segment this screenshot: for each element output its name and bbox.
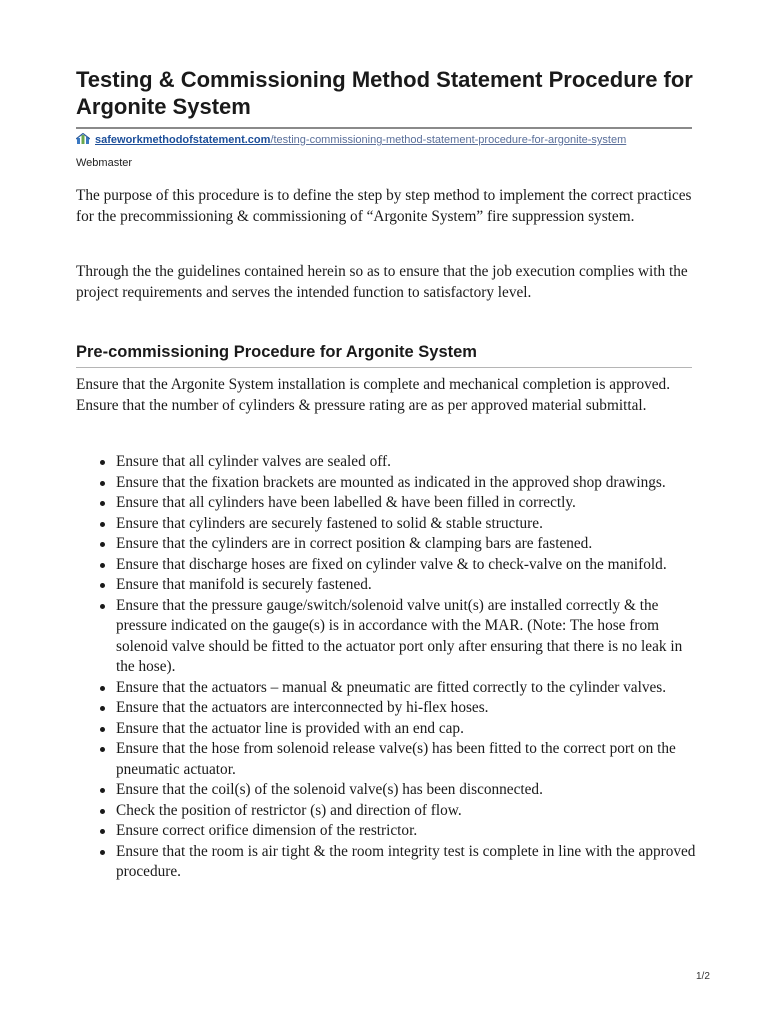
list-item	[76, 596, 696, 678]
list-item-text: Ensure that the coil(s) of the solenoid valve(s) has been disconnected.	[116, 781, 543, 798]
bullet-icon	[100, 706, 105, 711]
intro-paragraph-purpose: The purpose of this procedure is to define the step by step method to implement the correct practices for the precommissioning & commissioning of “Argonite System” fire suppression system.	[76, 187, 692, 225]
document-title: Testing & Commissioning Method Statement Procedure for Argonite System	[76, 67, 693, 119]
list-item-text: Ensure that the fixation brackets are mounted as indicated in the approved shop drawings.	[116, 473, 666, 491]
source-path[interactable]: /testing-commissioning-method-statement-procedure-for-argonite-system	[270, 134, 627, 146]
list-item-text: Ensure that discharge hoses are fixed on cylinder valve & to check-valve on the manifold.	[116, 555, 667, 573]
list-item	[76, 842, 696, 883]
author-name: Webmaster	[76, 157, 133, 169]
list-item-text: Ensure that the actuator line is provided with an end cap.	[116, 719, 464, 737]
section-divider	[76, 367, 692, 368]
bullet-icon	[100, 604, 105, 609]
bullet-icon	[100, 829, 105, 834]
bullet-icon	[100, 501, 105, 506]
list-item	[76, 821, 696, 842]
section-paragraph: Ensure that the Argonite System installation is complete and mechanical completion is approved. Ensure that the number of cylinders & pressure rating are as per approved material submittal.	[76, 376, 671, 414]
list-item	[76, 739, 696, 780]
list-item-text: Ensure that cylinders are securely fastened to solid & stable structure.	[116, 514, 543, 532]
list-item	[76, 698, 696, 719]
list-item-text: Ensure that the room is air tight & the room integrity test is complete in line with the approved procedure.	[116, 842, 696, 880]
list-item-text: Ensure correct orifice dimension of the restrictor.	[116, 822, 418, 839]
list-item	[76, 678, 696, 699]
list-item-text: Ensure that all cylinder valves are sealed off.	[116, 453, 391, 470]
list-item	[76, 534, 696, 555]
list-item	[76, 493, 696, 514]
list-item	[76, 555, 696, 576]
list-item	[76, 452, 696, 473]
bullet-icon	[100, 583, 105, 588]
list-item-text: Ensure that the hose from solenoid release valve(s) has been fitted to the correct port on the pneumatic actuator.	[116, 740, 676, 778]
list-item	[76, 575, 696, 596]
bullet-icon	[100, 460, 105, 465]
list-item	[76, 514, 696, 535]
bullet-icon	[100, 809, 105, 814]
list-item	[76, 801, 696, 822]
page-number: 1/2	[696, 971, 710, 982]
list-item	[76, 780, 696, 801]
list-item	[76, 719, 696, 740]
bullet-icon	[100, 481, 105, 486]
list-item-text: Ensure that the actuators are interconnected by hi-flex hoses.	[116, 699, 489, 716]
list-item-text: Check the position of restrictor (s) and direction of flow.	[116, 801, 462, 819]
bullet-icon	[100, 747, 105, 752]
site-favicon-icon	[76, 133, 90, 145]
bullet-icon	[100, 563, 105, 568]
bullet-icon	[100, 727, 105, 732]
bullet-icon	[100, 686, 105, 691]
source-link[interactable]	[76, 133, 696, 147]
bullet-icon	[100, 542, 105, 547]
section-heading: Pre-commissioning Procedure for Argonite System	[76, 343, 477, 361]
list-item-text: Ensure that the actuators – manual & pneumatic are fitted correctly to the cylinder valves.	[116, 678, 667, 696]
bullet-icon	[100, 522, 105, 527]
list-item-text: Ensure that the pressure gauge/switch/solenoid valve unit(s) are installed correctly & the pressure indicated on the gauge(s) is in accordance with the MAR. (Note: The hose from solenoid valve should be fitted to the actuator port only after ensuring that there is no leak in the hose).	[116, 596, 683, 675]
precommissioning-checklist	[76, 452, 696, 883]
bullet-icon	[100, 850, 105, 855]
list-item-text: Ensure that all cylinders have been labelled & have been filled in correctly.	[116, 494, 576, 511]
intro-paragraph-guidelines: Through the the guidelines contained herein so as to ensure that the job execution complies with the project requirements and serves the intended function to satisfactory level.	[76, 263, 688, 301]
bullet-icon	[100, 788, 105, 793]
source-domain[interactable]: safeworkmethodofstatement.com	[95, 134, 271, 146]
list-item-text: Ensure that manifold is securely fastened.	[116, 576, 372, 593]
title-divider	[76, 127, 692, 129]
list-item	[76, 473, 696, 494]
list-item-text: Ensure that the cylinders are in correct position & clamping bars are fastened.	[116, 535, 593, 552]
